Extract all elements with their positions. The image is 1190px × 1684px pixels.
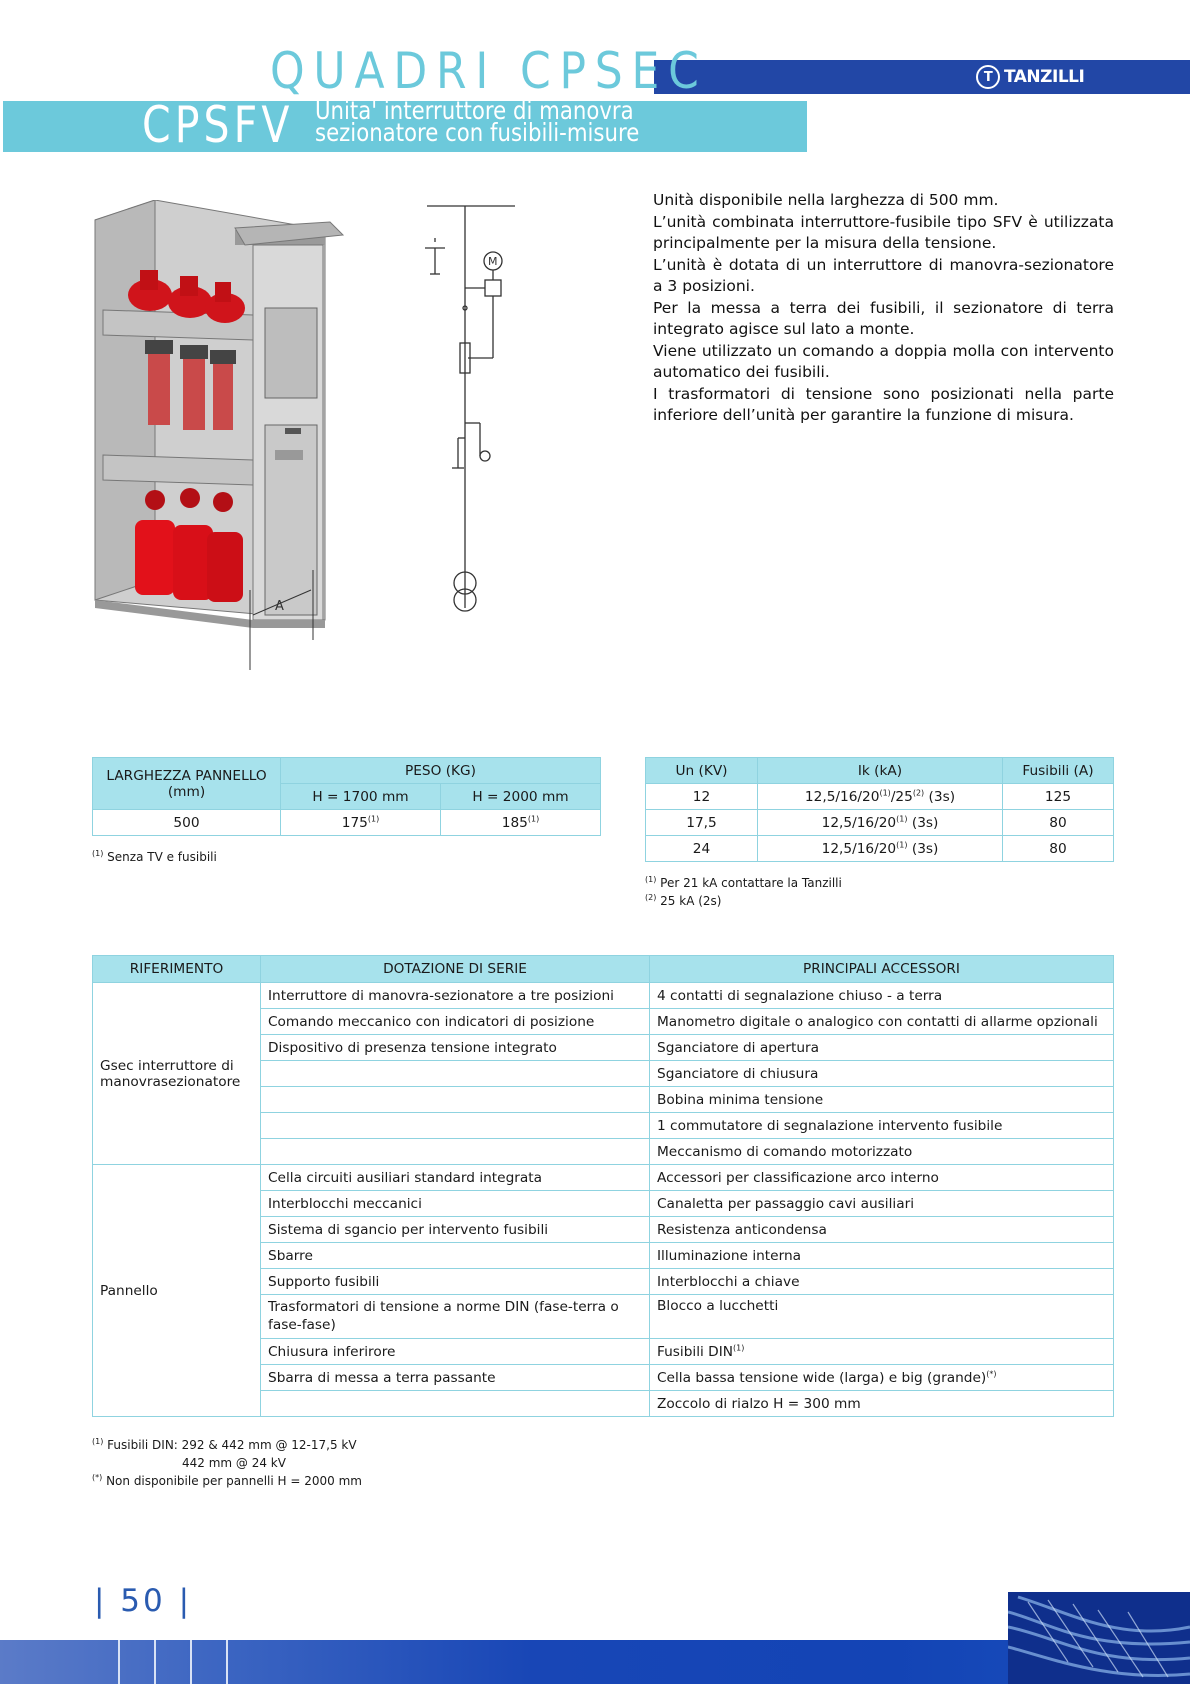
motor-label: M [488,255,498,268]
cell-accessorio: Resistenza anticondensa [650,1217,1114,1243]
th-h2000: H = 2000 mm [441,784,601,810]
cell-dotazione: Interblocchi meccanici [261,1191,650,1217]
cell-un: 24 [646,836,758,862]
cell-accessorio: Illuminazione interna [650,1243,1114,1269]
table-row [646,784,1114,810]
cell-accessorio: Zoccolo di rialzo H = 300 mm [650,1391,1114,1417]
th-accessori: PRINCIPALI ACCESSORI [650,956,1114,983]
cell-fusibili: 80 [1003,836,1114,862]
cell-accessorio: 1 commutatore di segnalazione intervento fusibile [650,1113,1114,1139]
desc-paragraph: L’unità è dotata di un interruttore di manovra-sezionatore a 3 posizioni. [653,255,1114,295]
desc-paragraph: Viene utilizzato un comando a doppia molla con intervento automatico dei fusibili. [653,341,1114,381]
cell-accessorio: Sganciatore di chiusura [650,1061,1114,1087]
cell-ik: 12,5/16/20$^{(1)}$/25$^{(2)}$ (3s) [758,784,1003,810]
switchgear-cabinet-illustration [85,200,355,670]
footer-divider [118,1640,120,1684]
cell-dotazione [261,1113,650,1139]
cell-dotazione: Chiusura inferirore [261,1339,650,1365]
equipment-note-2: 442 mm @ 24 kV [182,1456,286,1470]
subtitle-line-1: Unita' interruttore di manovra [315,96,634,125]
ratings-note-1: $^{(1)}$ Per 21 kA contattare la Tanzilli [645,875,842,890]
footer-divider [190,1640,192,1684]
table-row [93,810,601,836]
page-number: | 50 | [94,1583,193,1619]
weight-table-note: $^{(1)}$ Senza TV e fusibili [92,849,217,864]
desc-paragraph: I trasformatori di tensione sono posizionati nella parte inferiore dell’unità per garantire la funzione di misura. [653,384,1114,424]
equipment-note-3: (*) Non disponibile per pannelli H = 2000 mm [92,1473,362,1488]
cell-accessorio: Manometro digitale o analogico con contatti di allarme opzionali [650,1009,1114,1035]
cell-accessorio: Cella bassa tensione wide (larga) e big (grande)(*) [650,1365,1114,1391]
cell-dotazione: Supporto fusibili [261,1269,650,1295]
th-riferimento: RIFERIMENTO [93,956,261,983]
table-row [646,810,1114,836]
table-row [93,983,1114,1009]
cell-accessorio: Meccanismo di comando motorizzato [650,1139,1114,1165]
cell-dotazione: Sbarre [261,1243,650,1269]
desc-paragraph: Per la messa a terra dei fusibili, il sezionatore di terra integrato agisce sul lato a monte. [653,298,1114,338]
cell-weight-h1700: 175$^{(1)}$ [281,810,441,836]
cell-dotazione [261,1391,650,1417]
cell-riferimento: Gsec interruttore di manovrasezionatore [93,983,261,1165]
cell-fusibili: 80 [1003,810,1114,836]
cell-accessorio: Interblocchi a chiave [650,1269,1114,1295]
dimension-label: A [275,599,284,614]
equipment-note-1: $^{(1)}$ Fusibili DIN: 292 & 442 mm @ 12-17,5 kV [92,1437,357,1452]
cell-dotazione: Sbarra di messa a terra passante [261,1365,650,1391]
cell-weight-h2000: 185$^{(1)}$ [441,810,601,836]
cell-accessorio: Blocco a lucchetti [650,1295,1114,1339]
footer-divider [154,1640,156,1684]
header-blue-bar [654,60,1190,94]
product-code: CPSFV [142,96,294,154]
single-line-schematic [420,198,520,638]
th-weight: PESO (KG) [281,758,601,784]
cable-image [1008,1592,1190,1684]
th-dotazione: DOTAZIONE DI SERIE [261,956,650,983]
desc-paragraph: Unità disponibile nella larghezza di 500 mm. [653,191,999,209]
weight-table [92,757,601,836]
cell-dotazione: Trasformatori di tensione a norme DIN (fase-terra o fase-fase) [261,1295,650,1339]
th-panel-width: LARGHEZZA PANNELLO (mm) [93,758,281,810]
cell-dotazione [261,1139,650,1165]
cell-dotazione: Sistema di sgancio per intervento fusibili [261,1217,650,1243]
product-subtitle [315,96,640,147]
cell-accessorio: Accessori per classificazione arco interno [650,1165,1114,1191]
th-fusibili: Fusibili (A) [1003,758,1114,784]
equipment-table [92,955,1114,1417]
cell-fusibili: 125 [1003,784,1114,810]
cell-accessorio: 4 contatti di segnalazione chiuso - a terra [650,983,1114,1009]
cell-ik: 12,5/16/20$^{(1)}$ (3s) [758,836,1003,862]
th-ik: Ik (kA) [758,758,1003,784]
th-h1700: H = 1700 mm [281,784,441,810]
cell-accessorio: Fusibili DIN$^{(1)}$ [650,1339,1114,1365]
ratings-table [645,757,1114,862]
table-row [93,1165,1114,1191]
subtitle-line-2: sezionatore con fusibili-misure [315,118,640,147]
cell-ik: 12,5/16/20$^{(1)}$ (3s) [758,810,1003,836]
brand-logo [976,63,1084,91]
cell-dotazione: Interruttore di manovra-sezionatore a tre posizioni [261,983,650,1009]
cell-accessorio: Bobina minima tensione [650,1087,1114,1113]
footer-divider [226,1640,228,1684]
cell-dotazione: Cella circuiti ausiliari standard integrata [261,1165,650,1191]
logo-text: TANZILLI [1004,67,1085,87]
logo-mark-icon: T [976,65,1000,89]
cell-un: 17,5 [646,810,758,836]
cell-dotazione: Comando meccanico con indicatori di posizione [261,1009,650,1035]
cell-un: 12 [646,784,758,810]
product-description [653,190,1114,427]
cell-accessorio: Canaletta per passaggio cavi ausiliari [650,1191,1114,1217]
cell-riferimento: Pannello [93,1165,261,1417]
cell-dotazione: Dispositivo di presenza tensione integrato [261,1035,650,1061]
cell-width: 500 [93,810,281,836]
table-row [646,836,1114,862]
cell-dotazione [261,1087,650,1113]
ratings-note-2: $^{(2)}$ 25 kA (2s) [645,893,722,908]
cell-dotazione [261,1061,650,1087]
page-title: QUADRI CPSEC [270,42,708,100]
th-un: Un (KV) [646,758,758,784]
cell-accessorio: Sganciatore di apertura [650,1035,1114,1061]
desc-paragraph: L’unità combinata interruttore-fusibile tipo SFV è utilizzata principalmente per la misura della tensione. [653,212,1114,252]
